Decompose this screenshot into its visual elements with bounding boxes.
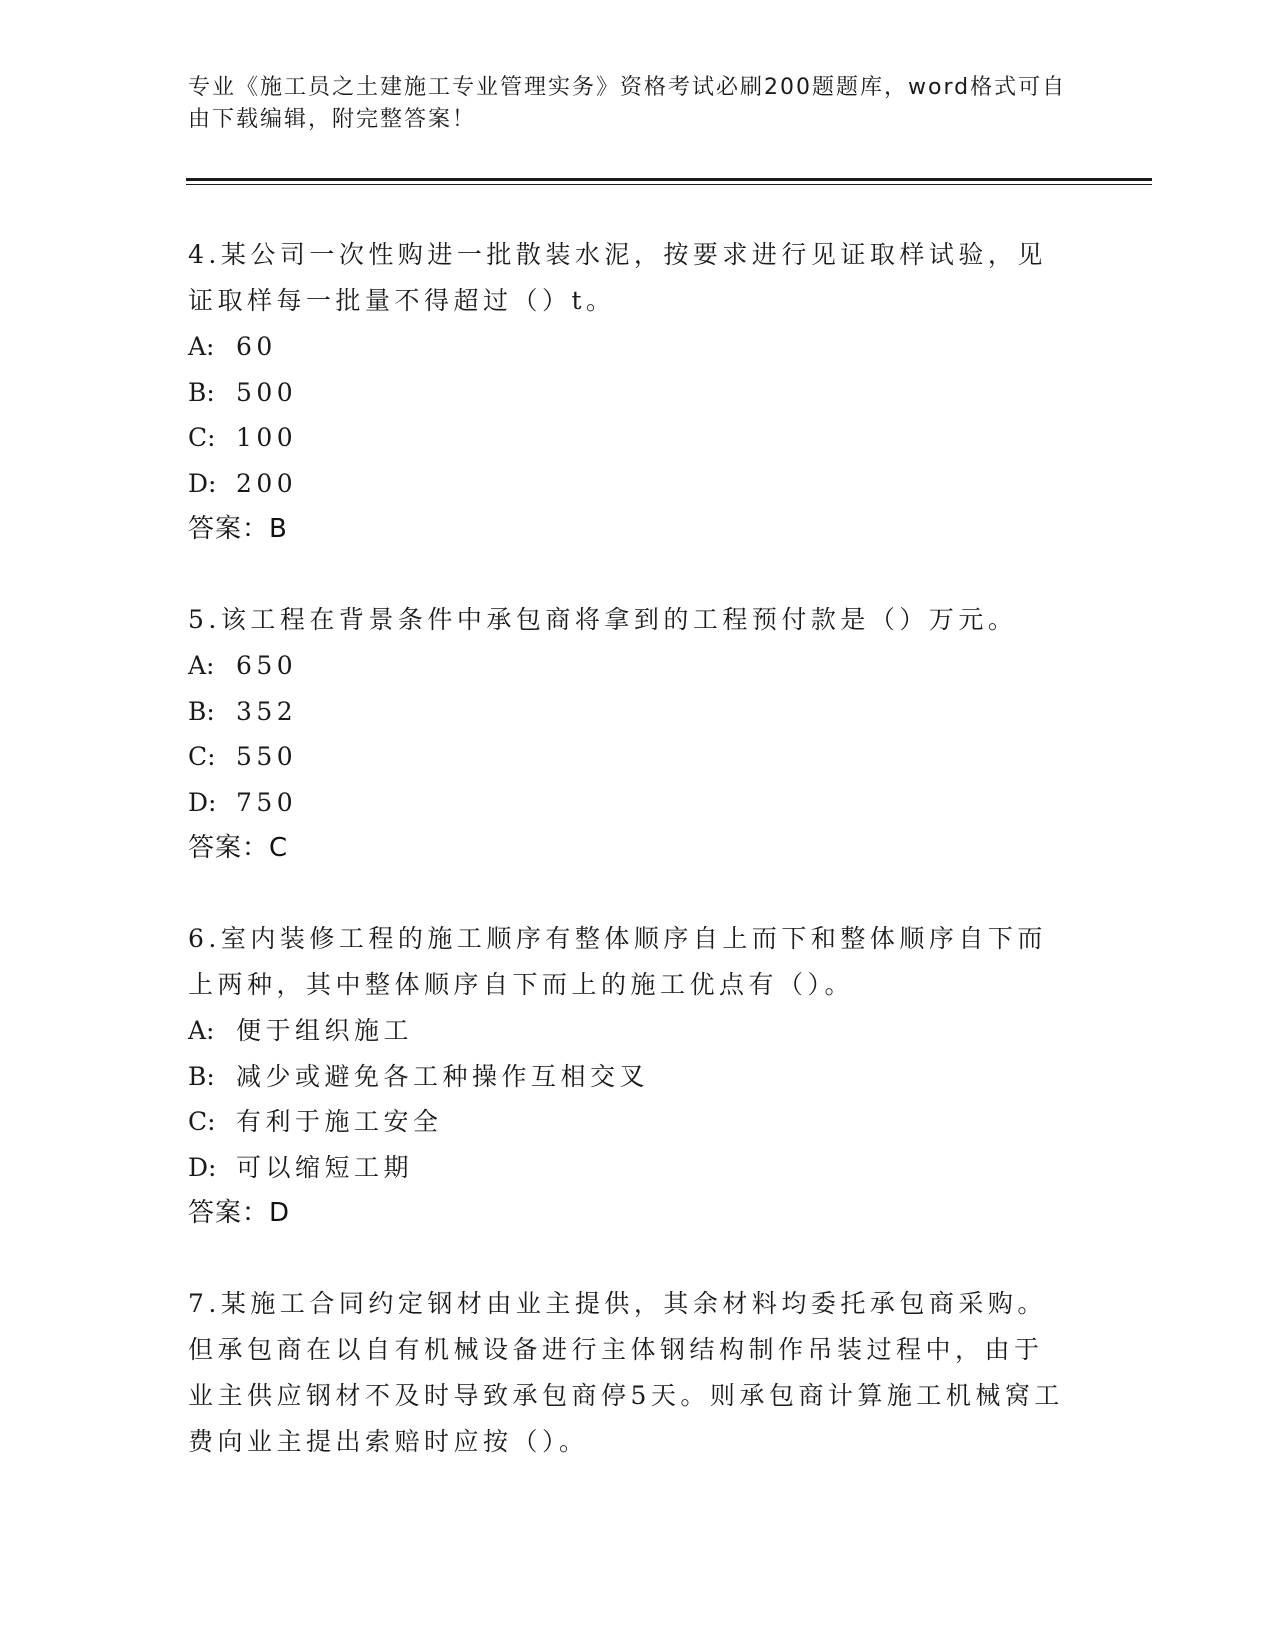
option-text: 减少或避免各工种操作互相交叉 — [236, 1061, 650, 1091]
header-rule-thin — [186, 184, 1152, 185]
option-letter: A: — [188, 1016, 215, 1045]
option-text: 750 — [236, 787, 298, 817]
option-letter: B: — [188, 1061, 215, 1091]
option-text: 500 — [236, 377, 298, 407]
option-letter: B: — [188, 377, 215, 407]
question-text: 7.某施工合同约定钢材由业主提供，其余材料均委托承包商采购。但承包商在以自有机械设备进行主体钢结构制作吊装过程中，由于业主供应钢材不及时导致承包商停5天。则承包商计算施工机械窝工费向业主提出索赔时应按（）。 — [188, 1289, 1064, 1456]
answer: 答案：C — [188, 833, 289, 863]
option-text: 352 — [236, 696, 298, 726]
option-letter: C: — [188, 1107, 216, 1136]
question-text: 4.某公司一次性购进一批散装水泥，按要求进行见证取样试验，见证取样每一批量不得超过（）t。 — [188, 240, 1047, 315]
question-text: 5.该工程在背景条件中承包商将拿到的工程预付款是（）万元。 — [188, 605, 1018, 634]
spacer — [188, 1236, 1068, 1281]
question-text: 6.室内装修工程的施工顺序有整体顺序自上而下和整体顺序自下而上两种，其中整体顺序自下而上的施工优点有（）。 — [188, 924, 1047, 999]
option-letter: C: — [188, 742, 216, 771]
option-letter: A: — [188, 332, 215, 361]
document-header: 专业《施工员之土建施工专业管理实务》资格考试必刷200题题库，word格式可自由下载编辑，附完整答案！ — [188, 75, 1067, 132]
option-text: 200 — [236, 468, 298, 498]
option-c — [188, 734, 1068, 780]
option-letter: D: — [188, 1152, 217, 1182]
option-d — [188, 780, 1068, 826]
header-rule-thick — [186, 178, 1152, 181]
option-a — [188, 643, 1068, 689]
option-a — [188, 1008, 1068, 1054]
option-d — [188, 1145, 1068, 1191]
option-b — [188, 370, 1068, 416]
option-text: 60 — [236, 332, 277, 361]
option-text: 有利于施工安全 — [236, 1107, 443, 1136]
option-text: 100 — [236, 423, 298, 452]
option-c — [188, 415, 1068, 461]
option-letter: C: — [188, 423, 216, 452]
option-letter: D: — [188, 468, 217, 498]
option-text: 650 — [236, 651, 298, 680]
option-c — [188, 1099, 1068, 1145]
option-a — [188, 324, 1068, 370]
option-text: 可以缩短工期 — [236, 1152, 414, 1182]
option-b — [188, 689, 1068, 735]
option-d — [188, 461, 1068, 507]
question-6 — [188, 916, 1068, 1236]
option-letter: B: — [188, 696, 215, 726]
option-b — [188, 1054, 1068, 1100]
question-5 — [188, 597, 1068, 871]
question-list — [188, 232, 1068, 1465]
option-letter: D: — [188, 787, 217, 817]
spacer — [188, 552, 1068, 597]
option-text: 550 — [236, 742, 298, 771]
spacer — [188, 871, 1068, 916]
answer: 答案：D — [188, 1198, 291, 1228]
question-4 — [188, 232, 1068, 552]
option-text: 便于组织施工 — [236, 1016, 414, 1045]
option-letter: A: — [188, 651, 215, 680]
answer: 答案：B — [188, 514, 288, 544]
question-7 — [188, 1281, 1068, 1465]
